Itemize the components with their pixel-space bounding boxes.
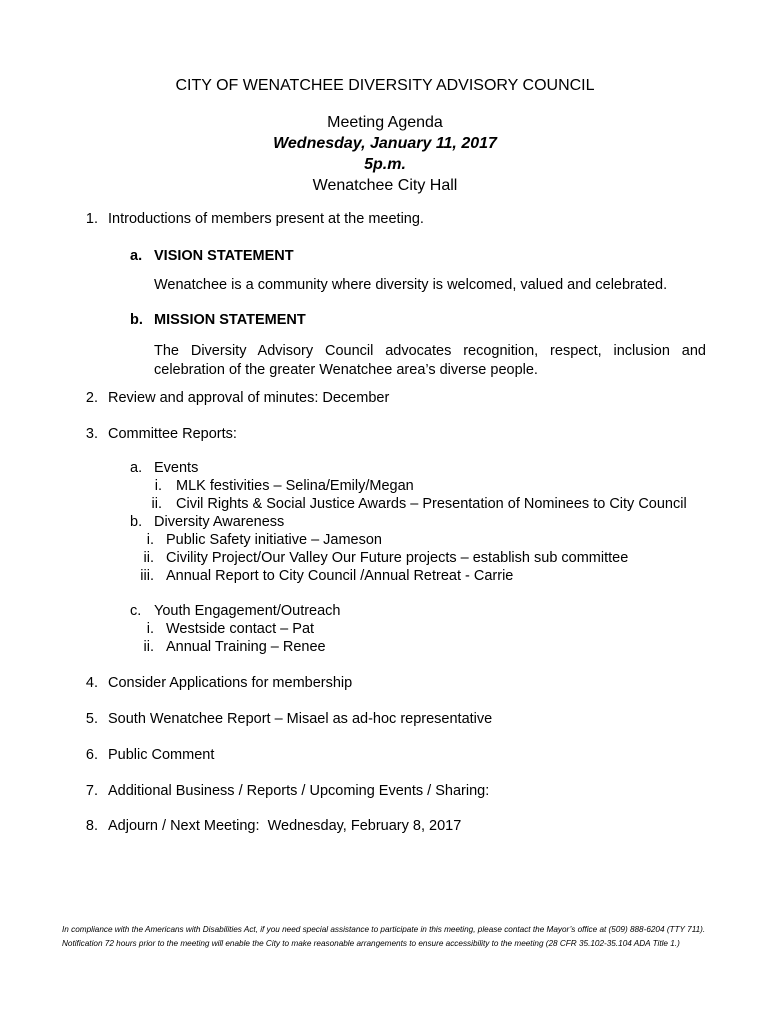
item-minutes-review: Review and approval of minutes: December	[108, 390, 390, 406]
mission-text: The Diversity Advisory Council advocates recognition, respect, inclusion and celebration of the greater Wenatchee area’s diverse people.	[154, 343, 706, 378]
item-adjourn: Adjourn / Next Meeting: Wednesday, February 8, 2017	[108, 818, 462, 834]
agenda-heading: Meeting Agenda	[327, 114, 443, 131]
item-number: 8.	[85, 818, 98, 834]
subitem-diversity-awareness: Diversity Awareness	[154, 514, 285, 530]
list-item: Civility Project/Our Valley Our Future projects – establish sub committee	[166, 550, 629, 566]
item-public-comment: Public Comment	[108, 747, 215, 763]
vision-text: Wenatchee is a community where diversity is welcomed, valued and celebrated.	[154, 277, 668, 293]
list-item: Westside contact – Pat	[166, 621, 315, 637]
roman-numeral: i.	[146, 532, 154, 548]
item-number: 1.	[85, 211, 98, 227]
item-introductions: Introductions of members present at the meeting.	[108, 211, 424, 227]
meeting-date: Wednesday, January 11, 2017	[273, 135, 497, 152]
roman-numeral: ii.	[143, 639, 154, 655]
mission-heading: MISSION STATEMENT	[154, 312, 306, 328]
item-committee-reports: Committee Reports:	[108, 426, 237, 442]
mission-letter: b.	[130, 312, 143, 328]
item-additional-business: Additional Business / Reports / Upcoming Events / Sharing:	[108, 783, 490, 799]
meeting-location: Wenatchee City Hall	[312, 177, 458, 194]
roman-numeral: i.	[146, 621, 154, 637]
item-number: 2.	[85, 390, 98, 406]
item-south-wenatchee-report: South Wenatchee Report – Misael as ad-hoc representative	[108, 711, 493, 727]
item-number: 4.	[85, 675, 98, 691]
list-item: Public Safety initiative – Jameson	[166, 532, 382, 548]
item-number: 6.	[85, 747, 98, 763]
list-item: Civil Rights & Social Justice Awards – Presentation of Nominees to City Council	[176, 496, 687, 512]
meeting-time: 5p.m.	[364, 156, 406, 173]
list-item: Annual Training – Renee	[166, 639, 326, 655]
list-item: MLK festivities – Selina/Emily/Megan	[176, 478, 414, 494]
vision-letter: a.	[130, 248, 143, 264]
subitem-letter: a.	[130, 460, 143, 476]
roman-numeral: i.	[154, 478, 162, 494]
subitem-letter: b.	[130, 514, 143, 530]
roman-numeral: ii.	[143, 550, 154, 566]
item-membership: Consider Applications for membership	[108, 675, 353, 691]
document-title: CITY OF WENATCHEE DIVERSITY ADVISORY COUNCIL	[175, 77, 595, 94]
subitem-letter: c.	[130, 603, 142, 619]
subitem-youth-engagement: Youth Engagement/Outreach	[154, 603, 341, 619]
roman-numeral: iii.	[140, 568, 154, 584]
roman-numeral: ii.	[151, 496, 162, 512]
item-number: 5.	[85, 711, 98, 727]
ada-compliance-notice: In compliance with the Americans with Disabilities Act, if you need special assistance to participate in this meeting, please contact the Mayor’s office at (509) 888-6204 (TTY 711). Notification 72 hours prior to the meeting will enable the City to make reasonable arrangements to ensure accessibility to the meeting (28 CFR 35.102-35.104 ADA Title 1.)	[62, 925, 706, 948]
subitem-events: Events	[154, 460, 199, 476]
item-number: 3.	[85, 426, 98, 442]
item-number: 7.	[85, 783, 98, 799]
vision-heading: VISION STATEMENT	[154, 248, 294, 264]
list-item: Annual Report to City Council /Annual Retreat - Carrie	[166, 568, 514, 584]
